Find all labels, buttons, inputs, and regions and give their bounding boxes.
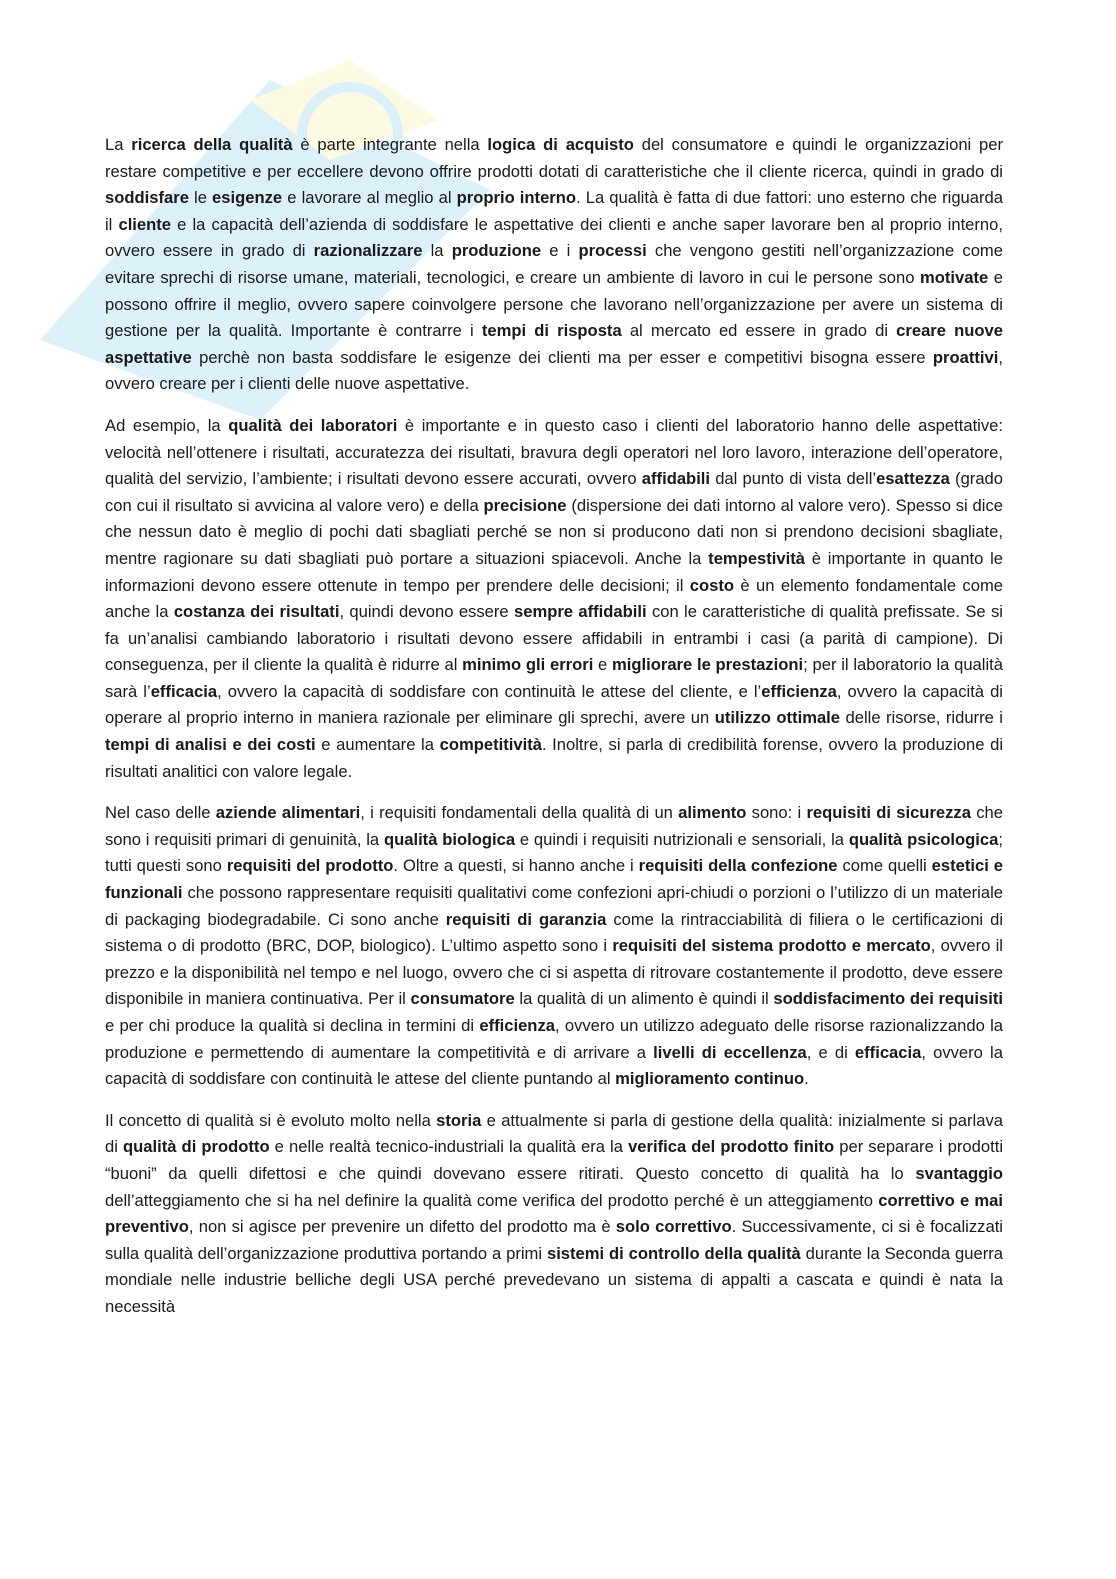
text-run: durante la Seconda guerra mondiale nelle industrie belliche degli USA perché prevedevano un sistema di appalti a cascata e quindi è nata la necessità: [105, 1243, 1003, 1316]
bold-term: storia: [436, 1110, 482, 1130]
text-run: è parte integrante nella: [292, 135, 488, 154]
text-run: al mercato ed essere in grado di: [621, 321, 897, 341]
bold-term: esigenze: [212, 188, 283, 208]
bold-term: competitività: [439, 735, 542, 755]
text-run: , quindi devono essere: [339, 602, 514, 622]
text-run: la qualità di un alimento è quindi il: [514, 989, 774, 1009]
bold-term: costo: [689, 575, 735, 595]
text-run: e possono offrire il meglio, ovvero sapere coinvolgere persone che lavorano nell’organizzazione per avere un sistema di gestione per la qualità. Importante è contrarre i: [105, 267, 1003, 341]
text-run: con le caratteristiche di qualità prefissate. Se si fa un’analisi cambiando laboratorio i risultati devono essere affidabili in entrambi i casi (a parità di campione). Di conseguenza, per il cliente la qualità è ridurre al: [105, 602, 1003, 675]
text-run: è importante e in questo caso i clienti del laboratorio hanno delle aspettative: velocità nell’ottenere i risultati, accuratezza dei risultati, bravura degli operatori nel loro lavoro, interazione dell’operatore, qualità del servizio, l’ambiente; i risultati devono essere accurati, ovvero: [105, 415, 1004, 489]
text-run: e la capacità dell’azienda di soddisfare le aspettative dei clienti e anche saper lavorare ben al proprio interno, ovvero essere in grado di: [105, 214, 1003, 261]
bold-term: miglioramento continuo: [615, 1069, 805, 1089]
bold-term: alimento: [678, 803, 747, 823]
bold-term: solo correttivo: [615, 1217, 732, 1237]
bold-term: razionalizzare: [313, 241, 423, 261]
text-run: dal punto di vista dell’: [710, 469, 877, 489]
bold-term: migliorare le prestazioni: [612, 655, 804, 675]
text-run: . Inoltre, si parla di credibilità forense, ovvero la produzione di risultati analitici con valore legale.: [105, 735, 1004, 781]
bold-term: produzione: [451, 241, 542, 261]
bold-term: utilizzo ottimale: [714, 708, 841, 728]
bold-term: correttivo e mai preventivo: [105, 1190, 1004, 1237]
text-run: Il concetto di qualità si è evoluto molto nella: [105, 1110, 437, 1130]
bold-term: efficienza: [761, 681, 837, 701]
text-run: (dispersione dei dati intorno al valore vero). Spesso si dice che nessun dato è meglio di pochi dati sbagliati perché se non si producono dati non si prendono decisioni sbagliate, mentre ragionare su dati sbagliati può portare a situazioni spiacevoli. Anche la: [105, 495, 1003, 568]
bold-term: motivate: [920, 267, 989, 287]
text-run: è un elemento fondamentale come anche la: [105, 575, 1003, 622]
bold-term: tempi di analisi e dei costi: [105, 735, 316, 755]
bold-term: efficacia: [150, 681, 218, 701]
text-run: . Successivamente, ci si è focalizzati sulla qualità dell’organizzazione produttiva portando a primi: [105, 1217, 1003, 1263]
text-run: , ovvero un utilizzo adeguato delle risorse razionalizzando la produzione e permettendo di aumentare la competitività e di arrivare a: [105, 1016, 1003, 1062]
text-run: come la rintracciabilità di filiera o le certificazioni di sistema o di prodotto (BRC, DOP, biologico). L’ultimo aspetto sono i: [105, 909, 1004, 956]
text-run: Nel caso delle: [105, 803, 216, 823]
text-run: (grado con cui il risultato si avvicina al valore vero) e della: [105, 469, 1004, 515]
bold-term: requisiti della confezione: [638, 856, 838, 876]
text-run: .: [804, 1069, 809, 1089]
bold-term: tempestività: [708, 548, 806, 568]
bold-term: consumatore: [410, 989, 515, 1009]
bold-term: sistemi di controllo della qualità: [546, 1243, 801, 1263]
text-run: delle risorse, ridurre i: [840, 708, 1003, 728]
text-run: La: [105, 135, 132, 154]
bold-term: costanza dei risultati: [173, 602, 340, 622]
text-run: , ovvero creare per i clienti delle nuove aspettative.: [105, 347, 1003, 394]
text-run: e aumentare la: [315, 735, 440, 755]
text-run: che possono rappresentare requisiti qualitativi come confezioni apri-chiudi o porzioni o l’utilizzo di un materiale di packaging biodegradabile. Ci sono anche: [105, 883, 1003, 929]
text-run: e attualmente si parla di gestione della qualità: inizialmente si parlava di: [105, 1110, 1003, 1157]
text-run: , ovvero il prezzo e la disponibilità nel tempo e nel luogo, ovvero che ci si aspetta di ritrovare costantemente il prodotto, deve essere disponibile in maniera continuativa. Per il: [105, 936, 1003, 1009]
text-run: e lavorare al meglio al: [282, 188, 457, 208]
text-run: , non si agisce per prevenire un difetto del prodotto ma è: [188, 1217, 616, 1237]
bold-term: esattezza: [876, 469, 950, 489]
text-run: le: [188, 188, 213, 208]
text-run: Ad esempio, la: [105, 415, 229, 435]
text-run: . La qualità è fatta di due fattori: uno esterno che riguarda il: [105, 188, 1003, 234]
text-run: e quindi i requisiti nutrizionali e sensoriali, la: [515, 829, 849, 849]
text-run: , e di: [806, 1042, 855, 1062]
text-run: che vengono gestiti nell’organizzazione come evitare sprechi di risorse umane, materiali, tecnologici, e creare un ambiente di lavoro in cui le persone sono: [105, 241, 1003, 287]
bold-term: affidabili: [641, 469, 711, 489]
bold-term: requisiti del prodotto: [226, 856, 394, 876]
text-run: , i requisiti fondamentali della qualità di un: [360, 803, 679, 823]
text-run: e i: [541, 241, 579, 261]
bold-term: requisiti del sistema prodotto e mercato: [612, 936, 931, 956]
text-run: dell’atteggiamento che si ha nel definire la qualità come verifica del prodotto perché è un atteggiamento: [105, 1190, 879, 1210]
bold-term: logica di acquisto: [487, 135, 634, 154]
text-run: del consumatore e quindi le organizzazioni per restare competitive e per eccellere devono offrire prodotti dotati di caratteristiche che il cliente ricerca, quindi in grado di: [105, 135, 1004, 181]
bold-term: qualità di prodotto: [123, 1137, 270, 1157]
bold-term: soddisfare: [105, 188, 189, 208]
bold-term: requisiti di garanzia: [445, 909, 607, 929]
bold-term: verifica del prodotto finito: [628, 1137, 835, 1157]
bold-term: soddisfacimento dei requisiti: [773, 989, 1004, 1009]
text-run: , ovvero la capacità di soddisfare con continuità le attese del cliente puntando al: [105, 1042, 1003, 1089]
text-run: ; tutti questi sono: [105, 829, 1004, 876]
text-run: sono: i: [746, 803, 807, 823]
document-body: [105, 132, 1003, 1336]
bold-term: efficacia: [854, 1042, 922, 1062]
bold-term: estetici e funzionali: [105, 856, 1004, 903]
text-run: e: [593, 655, 613, 675]
paragraph-food-companies: [105, 800, 1003, 1093]
text-run: perchè non basta soddisfare le esigenze dei clienti ma per esser e competitivi bisogna essere: [191, 347, 933, 367]
bold-term: svantaggio: [915, 1163, 1003, 1183]
bold-term: efficienza: [479, 1016, 555, 1035]
text-run: , ovvero la capacità di soddisfare con continuità le attese del cliente, e l’: [217, 681, 762, 701]
bold-term: qualità biologica: [383, 829, 516, 849]
text-run: per separare i prodotti “buoni” da quelli difettosi e che quindi dovevano essere ritirati. Questo concetto di qualità ha lo: [105, 1137, 1004, 1183]
bold-term: aziende alimentari: [215, 803, 361, 823]
bold-term: tempi di risposta: [481, 321, 622, 341]
bold-term: qualità psicologica: [848, 829, 999, 849]
text-run: che sono i requisiti primari di genuinità, la: [105, 803, 1003, 849]
bold-term: proprio interno: [456, 188, 577, 208]
bold-term: requisiti di sicurezza: [806, 803, 971, 823]
bold-term: proattivi: [932, 347, 999, 367]
text-run: è importante in quanto le informazioni devono essere ottenute in tempo per prendere delle decisioni; il: [105, 548, 1004, 595]
bold-term: minimo gli errori: [462, 655, 594, 675]
paragraph-quality-history: [105, 1108, 1003, 1321]
text-run: e nelle realtà tecnico-industriali la qualità era la: [269, 1137, 629, 1157]
paragraph-laboratory-quality: [105, 413, 1003, 785]
paragraph-quality-search: [105, 132, 1003, 398]
text-run: ; per il laboratorio la qualità sarà l’: [105, 655, 1003, 701]
bold-term: processi: [578, 241, 647, 261]
bold-term: ricerca della qualità: [131, 135, 293, 154]
bold-term: precisione: [483, 495, 567, 515]
text-run: come quelli: [837, 856, 932, 876]
text-run: la: [422, 241, 452, 261]
text-run: e per chi produce la qualità si declina in termini di: [105, 1016, 480, 1035]
text-run: . Oltre a questi, si hanno anche i: [393, 856, 639, 876]
bold-term: creare nuove aspettative: [105, 321, 1003, 367]
bold-term: qualità dei laboratori: [228, 415, 398, 435]
bold-term: cliente: [118, 214, 172, 234]
bold-term: sempre affidabili: [514, 602, 647, 622]
bold-term: livelli di eccellenza: [653, 1042, 807, 1062]
text-run: , ovvero la capacità di operare al proprio interno in maniera razionale per eliminare gli sprechi, avere un: [105, 681, 1003, 728]
